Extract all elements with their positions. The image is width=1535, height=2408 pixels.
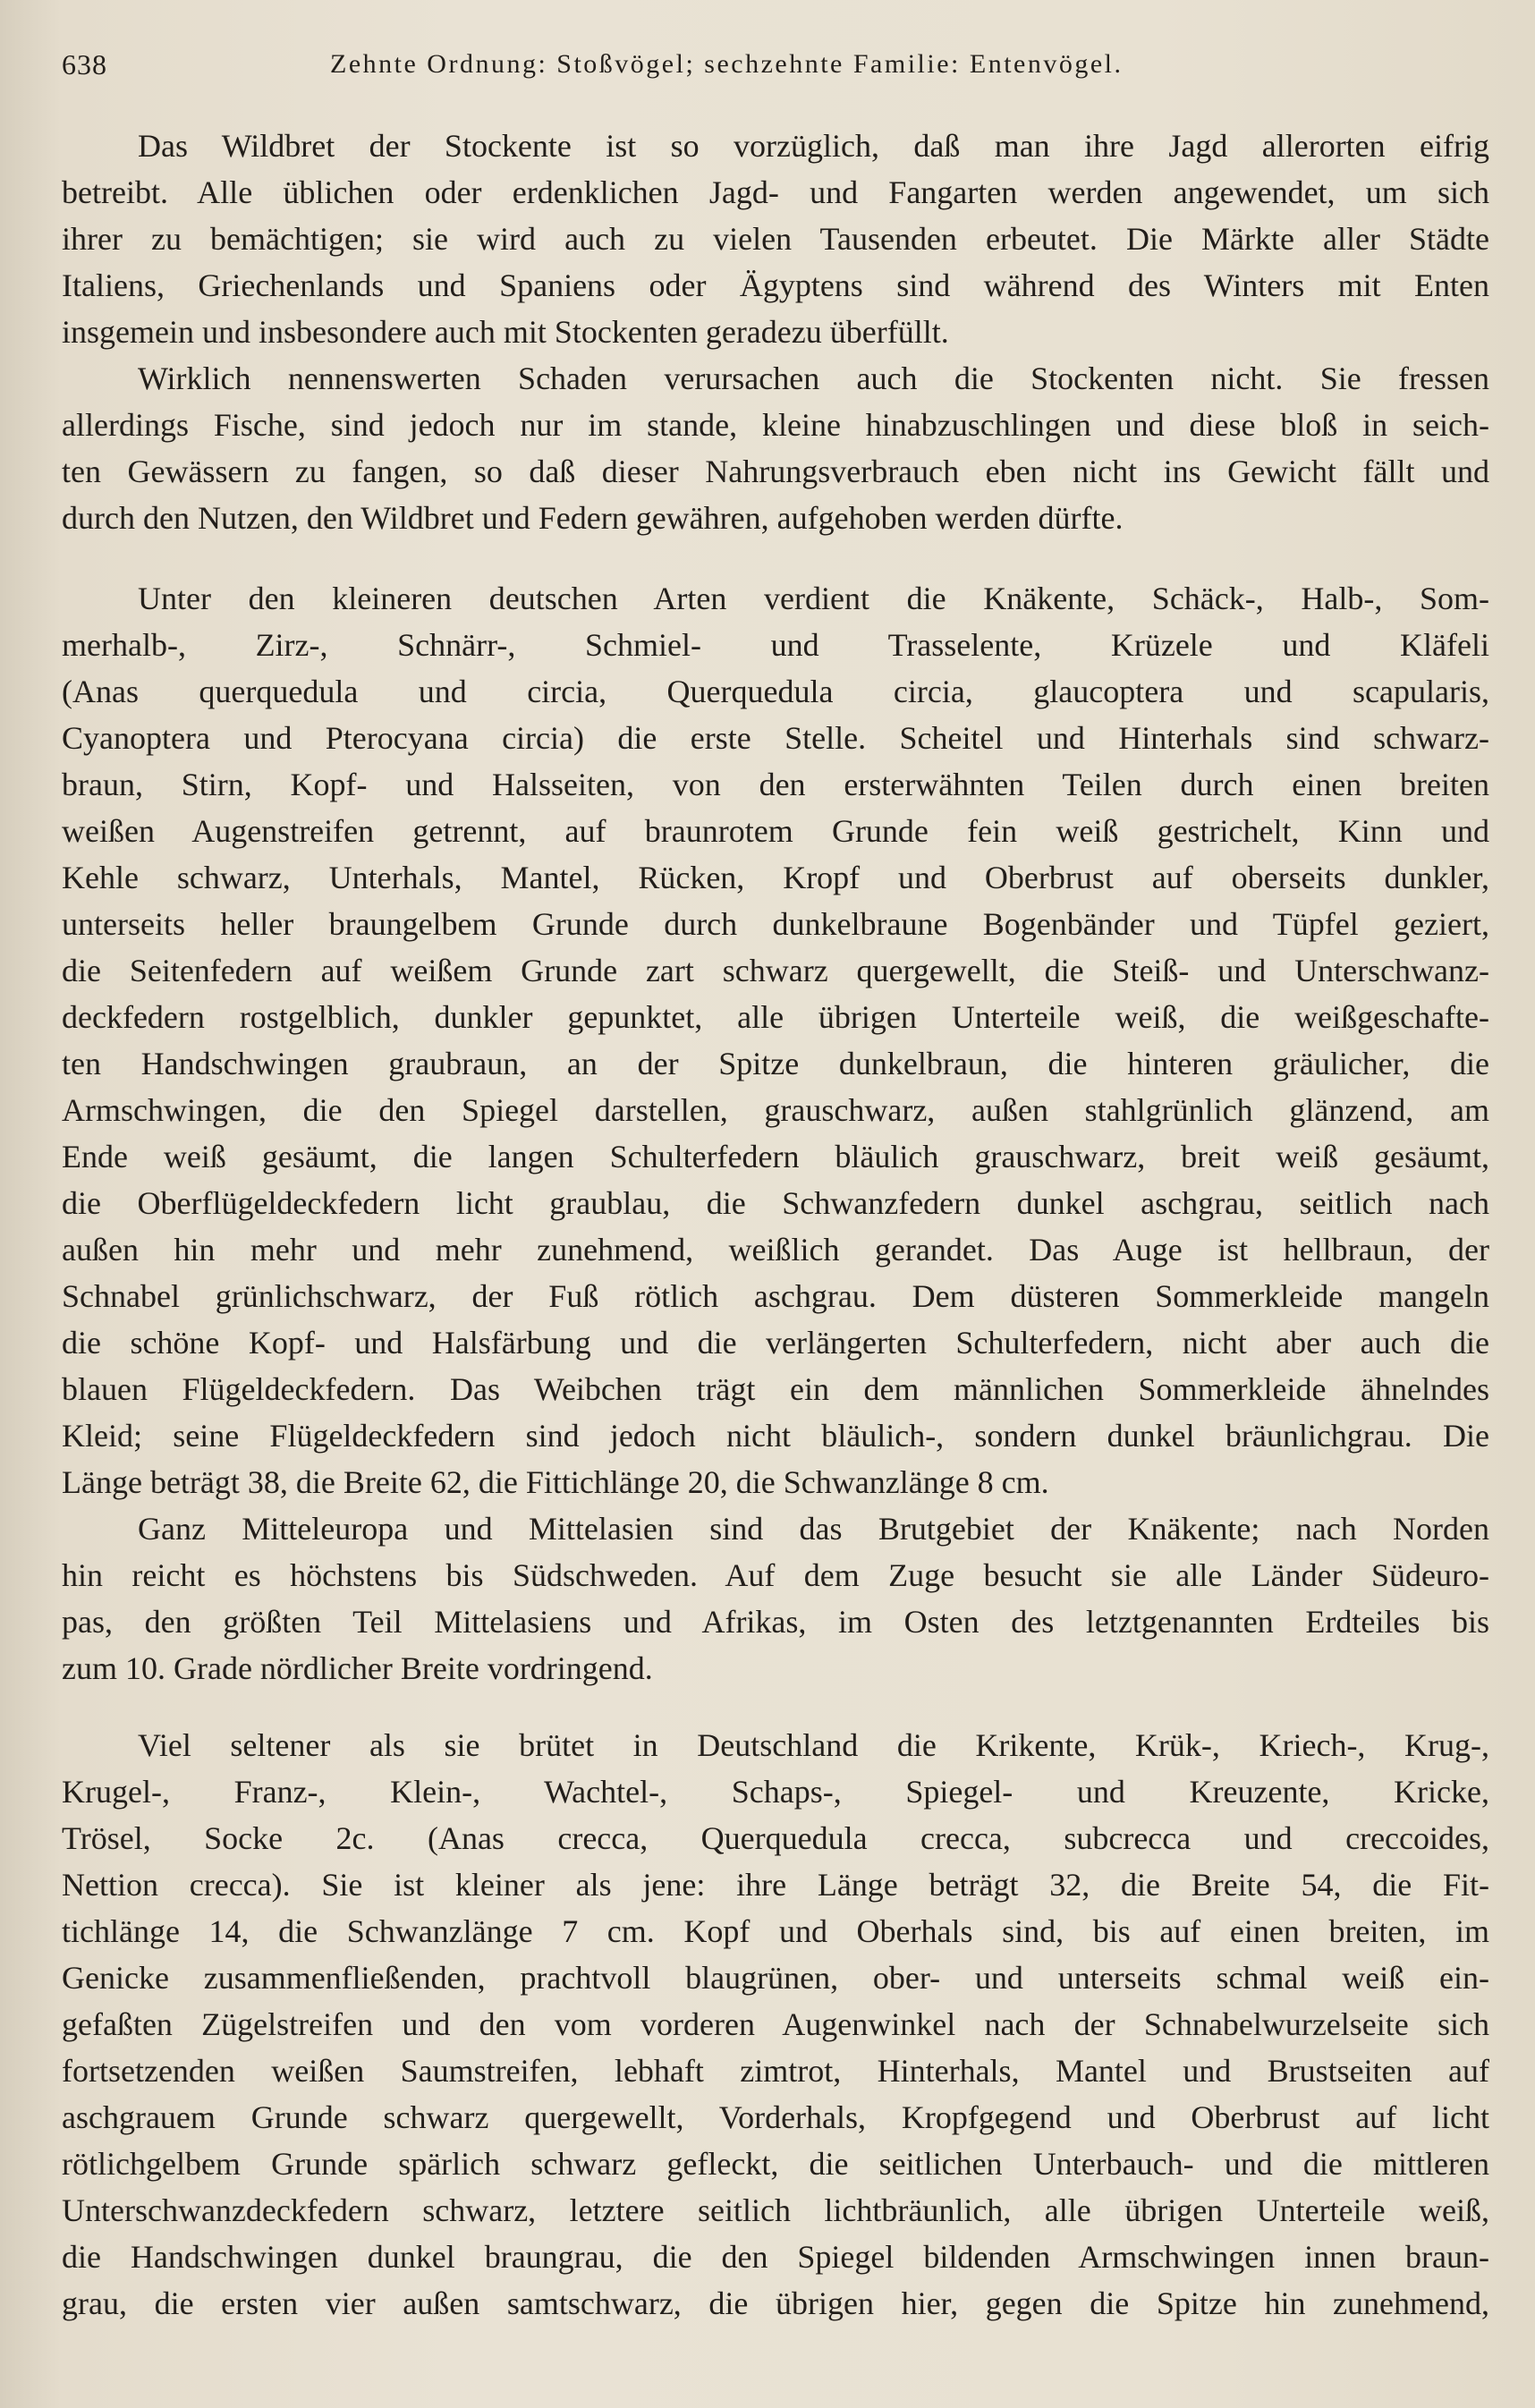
text-line: durch den Nutzen, den Wildbret und Federn gewähren, aufgehoben werden dürfte. (62, 500, 1124, 536)
text-line: Wirklich nennenswerten Schaden verursachen auch die Stockenten nicht. Sie fressen (138, 360, 1489, 396)
text-line: Länge beträgt 38, die Breite 62, die Fittichlänge 20, die Schwanzlänge 8 cm. (62, 1464, 1049, 1500)
text-line: unterseits heller braungelbem Grunde durch dunkelbraune Bogenbänder und Tüpfel geziert, (62, 906, 1489, 942)
text-line: tichlänge 14, die Schwanzlänge 7 cm. Kopf und Oberhals sind, bis auf einen breiten, im (62, 1913, 1489, 1949)
text-line: Italiens, Griechenlands und Spaniens oder Ägyptens sind während des Winters mit Enten (62, 267, 1489, 303)
text-line: Unterschwanzdeckfedern schwarz, letztere seitlich lichtbräunlich, alle übrigen Unterteile weiß, (62, 2192, 1489, 2228)
text-line: hin reicht es höchstens bis Südschweden. Auf dem Zuge besucht sie alle Länder Südeuro- (62, 1557, 1489, 1593)
text-line: Trösel, Socke 2c. (Anas crecca, Querquedula crecca, subcrecca und creccoides, (62, 1820, 1489, 1856)
text-block (62, 1722, 1489, 2327)
text-line: gefaßten Zügelstreifen und den vom vorderen Augenwinkel nach der Schnabelwurzelseite sich (62, 2006, 1489, 2042)
text-line: betreibt. Alle üblichen oder erdenklichen Jagd- und Fangarten werden angewendet, um sich (62, 174, 1489, 210)
text-line: Ganz Mitteleuropa und Mittelasien sind das Brutgebiet der Knäkente; nach Norden (138, 1511, 1489, 1547)
text-line: deckfedern rostgelblich, dunkler gepunktet, alle übrigen Unterteile weiß, die weißgeschafte- (62, 999, 1489, 1035)
text-line: Cyanoptera und Pterocyana circia) die erste Stelle. Scheitel und Hinterhals sind schwarz- (62, 720, 1489, 756)
text-line: aschgrauem Grunde schwarz quergewellt, Vorderhals, Kropfgegend und Oberbrust auf licht (62, 2099, 1489, 2135)
text-line: Ende weiß gesäumt, die langen Schulterfedern bläulich grauschwarz, breit weiß gesäumt, (62, 1139, 1489, 1174)
text-line: (Anas querquedula und circia, Querquedula circia, glaucoptera und scapularis, (62, 674, 1489, 709)
text-line: weißen Augenstreifen getrennt, auf braunrotem Grunde fein weiß gestrichelt, Kinn und (62, 813, 1489, 849)
text-line: fortsetzenden weißen Saumstreifen, lebhaft zimtrot, Hinterhals, Mantel und Brustseiten auf (62, 2053, 1489, 2089)
text-block (62, 575, 1489, 1692)
text-block (62, 123, 1489, 541)
paragraph (62, 1505, 1489, 1692)
text-line: Viel seltener als sie brütet in Deutschland die Krikente, Krük-, Kriech-, Krug-, (138, 1727, 1489, 1763)
paragraph (62, 575, 1489, 1505)
text-line: pas, den größten Teil Mittelasiens und Afrikas, im Osten des letztgenannten Erdteiles bis (62, 1604, 1489, 1640)
text-line: ihrer zu bemächtigen; sie wird auch zu vielen Tausenden erbeutet. Die Märkte aller Städte (62, 221, 1489, 257)
text-line: Armschwingen, die den Spiegel darstellen, grauschwarz, außen stahlgrünlich glänzend, am (62, 1092, 1489, 1128)
text-line: blauen Flügeldeckfedern. Das Weibchen trägt ein dem männlichen Sommerkleide ähnelndes (62, 1371, 1489, 1407)
text-line: allerdings Fische, sind jedoch nur im stande, kleine hinabzuschlingen und diese bloß in seich- (62, 407, 1489, 443)
text-line: rötlichgelbem Grunde spärlich schwarz gefleckt, die seitlichen Unterbauch- und die mittleren (62, 2146, 1489, 2182)
text-line: die Seitenfedern auf weißem Grunde zart schwarz quergewellt, die Steiß- und Unterschwanz- (62, 953, 1489, 988)
text-line: Kehle schwarz, Unterhals, Mantel, Rücken, Kropf und Oberbrust auf oberseits dunkler, (62, 860, 1489, 895)
text-line: insgemein und insbesondere auch mit Stockenten geradezu überfüllt. (62, 314, 949, 350)
text-line: braun, Stirn, Kopf- und Halsseiten, von den ersterwähnten Teilen durch einen breiten (62, 767, 1489, 802)
paragraph (62, 355, 1489, 541)
text-line: die Handschwingen dunkel braungrau, die den Spiegel bildenden Armschwingen innen braun- (62, 2239, 1489, 2275)
paragraph (62, 1722, 1489, 2327)
text-line: grau, die ersten vier außen samtschwarz, die übrigen hier, gegen die Spitze hin zunehmend, (62, 2285, 1489, 2321)
text-line: die Oberflügeldeckfedern licht graublau, die Schwanzfedern dunkel aschgrau, seitlich nach (62, 1185, 1489, 1221)
text-line: Schnabel grünlichschwarz, der Fuß rötlich aschgrau. Dem düsteren Sommerkleide mangeln (62, 1278, 1489, 1314)
text-line: merhalb-, Zirz-, Schnärr-, Schmiel- und Trasselente, Krüzele und Kläfeli (62, 627, 1489, 663)
paragraph (62, 123, 1489, 355)
text-line: Das Wildbret der Stockente ist so vorzüglich, daß man ihre Jagd allerorten eifrig (138, 128, 1489, 164)
text-line: ten Handschwingen graubraun, an der Spitze dunkelbraun, die hinteren gräulicher, die (62, 1046, 1489, 1081)
text-line: ten Gewässern zu fangen, so daß dieser Nahrungsverbrauch eben nicht ins Gewicht fällt und (62, 454, 1489, 489)
text-line: zum 10. Grade nördlicher Breite vordringend. (62, 1650, 653, 1686)
text-line: Krugel-, Franz-, Klein-, Wachtel-, Schaps-, Spiegel- und Kreuzente, Kricke, (62, 1774, 1489, 1810)
text-line: Unter den kleineren deutschen Arten verdient die Knäkente, Schäck-, Halb-, Som- (138, 581, 1489, 616)
running-head: Zehnte Ordnung: Stoßvögel; sechzehnte Familie: Entenvögel. (330, 49, 1124, 79)
text-line: Genicke zusammenfließenden, prachtvoll blaugrünen, ober- und unterseits schmal weiß ein- (62, 1960, 1489, 1996)
text-line: Nettion crecca). Sie ist kleiner als jene: ihre Länge beträgt 32, die Breite 54, die Fit- (62, 1867, 1489, 1903)
text-line: außen hin mehr und mehr zunehmend, weißlich gerandet. Das Auge ist hellbraun, der (62, 1232, 1489, 1268)
text-line: Kleid; seine Flügeldeckfedern sind jedoch nicht bläulich-, sondern dunkel bräunlichgrau. Die (62, 1418, 1489, 1454)
page-number: 638 (62, 48, 107, 81)
text-line: die schöne Kopf- und Halsfärbung und die verlängerten Schulterfedern, nicht aber auch die (62, 1325, 1489, 1361)
